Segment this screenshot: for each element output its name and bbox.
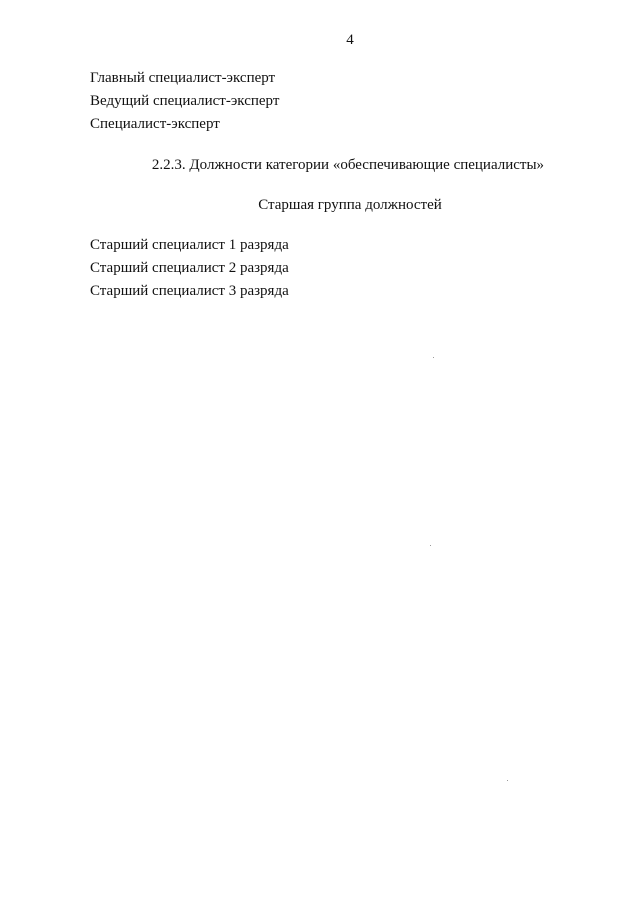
list-item: Специалист-эксперт — [90, 116, 220, 132]
page-number: 4 — [346, 32, 354, 48]
list-item: Старший специалист 2 разряда — [90, 260, 289, 276]
scan-speck — [433, 357, 434, 358]
position-list-bottom — [90, 234, 289, 303]
position-list-top — [90, 67, 279, 136]
group-heading: Старшая группа должностей — [258, 197, 442, 213]
list-item: Главный специалист-эксперт — [90, 70, 276, 86]
section-heading: 2.2.3. Должности категории «обеспечивающие специалисты» — [151, 157, 545, 173]
list-item: Старший специалист 3 разряда — [90, 283, 289, 299]
list-item: Ведущий специалист-эксперт — [90, 93, 280, 109]
list-item: Старший специалист 1 разряда — [90, 237, 289, 253]
scan-speck — [507, 780, 508, 781]
scan-speck — [430, 545, 431, 546]
